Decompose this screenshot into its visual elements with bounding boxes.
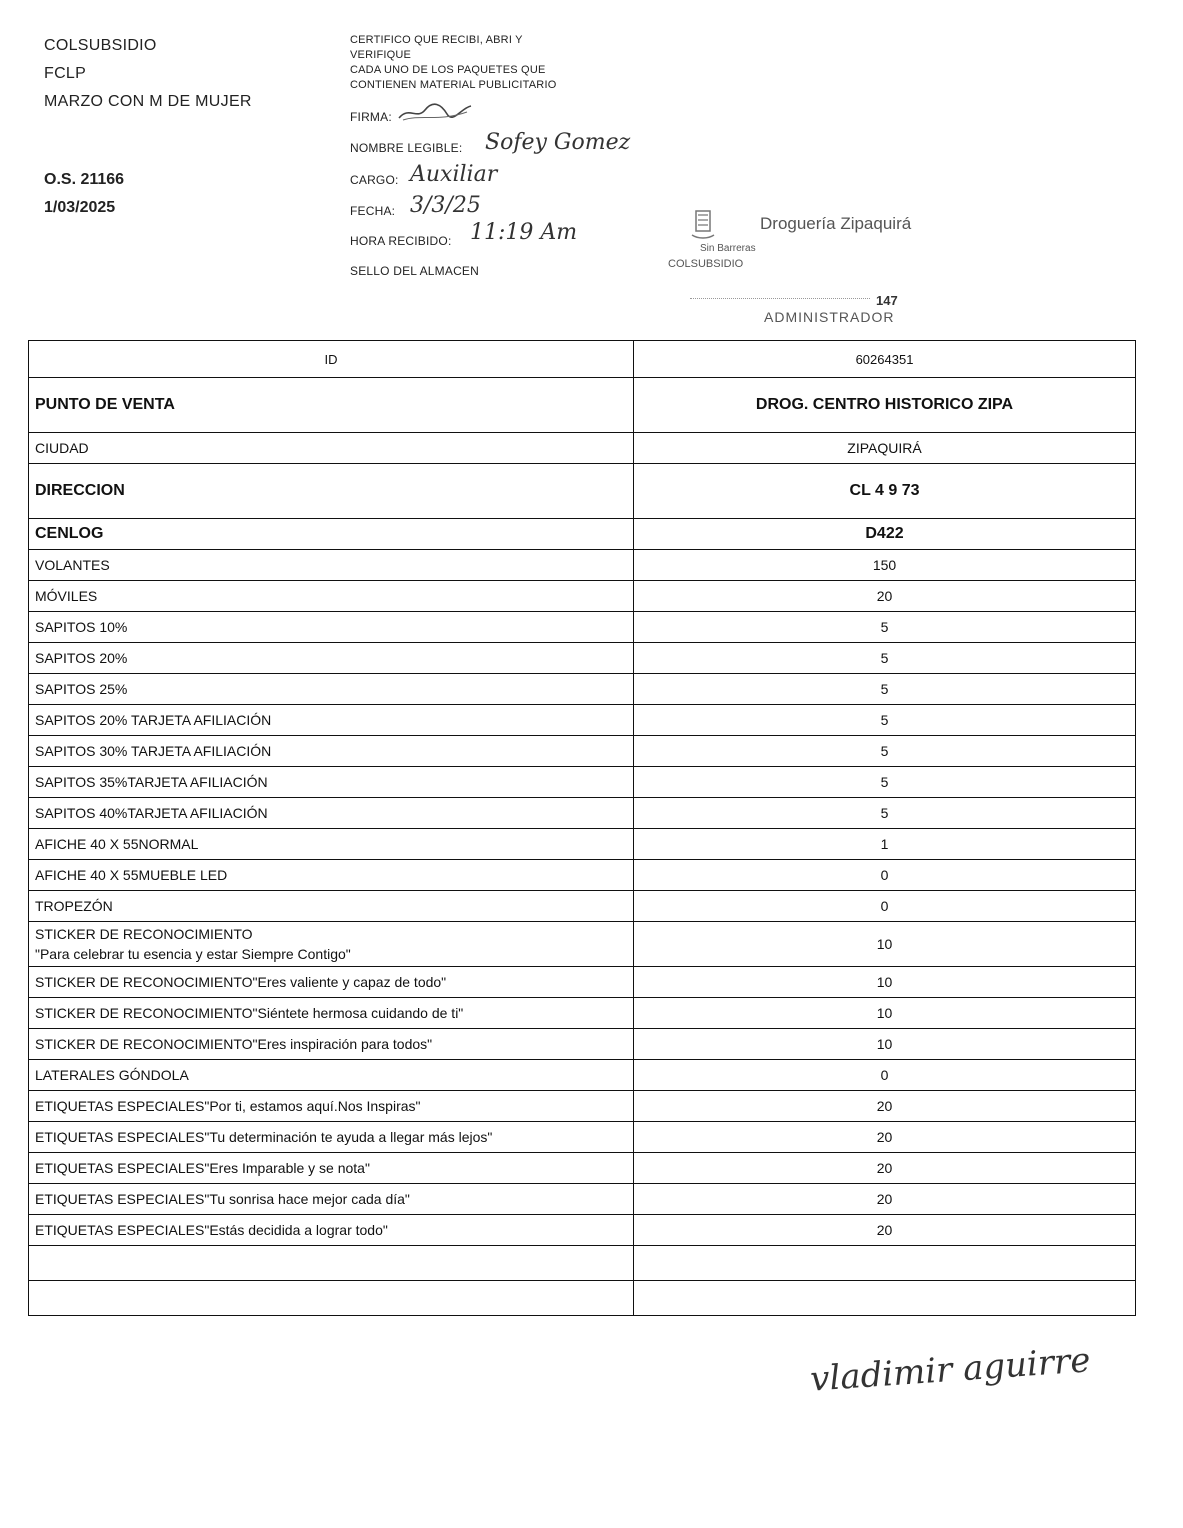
row-value: 10: [634, 967, 1136, 998]
stamp-line-mark: [690, 298, 870, 299]
table-row: [29, 519, 1136, 550]
cargo-value: Auxiliar: [410, 162, 498, 187]
cargo-label: CARGO:: [350, 173, 399, 187]
table-row: [29, 1122, 1136, 1153]
table-row: [29, 612, 1136, 643]
row-label-text: ETIQUETAS ESPECIALES"Por ti, estamos aquí.Nos Inspiras": [35, 1098, 421, 1114]
sello-label: SELLO DEL ALMACEN: [350, 264, 480, 278]
row-value: 5: [634, 736, 1136, 767]
row-label: [29, 736, 634, 767]
table-row: [29, 433, 1136, 464]
stamp-line-2: COLSUBSIDIO: [668, 258, 744, 270]
cert-line-2: VERIFIQUE: [350, 49, 412, 61]
table-row: [29, 967, 1136, 998]
table-row: [29, 767, 1136, 798]
table-row: [29, 860, 1136, 891]
row-label: [29, 967, 634, 998]
order-block: [44, 166, 124, 222]
row-label: [29, 1060, 634, 1091]
company-name: COLSUBSIDIO: [44, 37, 157, 54]
row-label: [29, 860, 634, 891]
firma-signature: [395, 100, 475, 124]
row-label-text: AFICHE 40 X 55NORMAL: [35, 836, 199, 852]
row-value: DROG. CENTRO HISTORICO ZIPA: [634, 378, 1136, 433]
fecha-label: FECHA:: [350, 204, 396, 218]
table-row: [29, 798, 1136, 829]
row-value: 0: [634, 891, 1136, 922]
row-label: [29, 829, 634, 860]
table-row: [29, 1215, 1136, 1246]
row-label-text: ETIQUETAS ESPECIALES"Tu sonrisa hace mejor cada día": [35, 1191, 410, 1207]
company-code: FCLP: [44, 65, 87, 82]
table-row: [29, 998, 1136, 1029]
row-label-text: LATERALES GÓNDOLA: [35, 1067, 189, 1083]
row-label-text: ETIQUETAS ESPECIALES"Eres Imparable y se nota": [35, 1160, 370, 1176]
row-label-text: MÓVILES: [35, 588, 98, 604]
row-label-text: SAPITOS 10%: [35, 619, 128, 635]
order-date: 1/03/2025: [44, 199, 116, 216]
row-label-text: SAPITOS 35%TARJETA AFILIACIÓN: [35, 774, 268, 790]
row-value: 5: [634, 643, 1136, 674]
row-value: 20: [634, 1184, 1136, 1215]
row-label: [29, 798, 634, 829]
row-value: ZIPAQUIRÁ: [634, 433, 1136, 464]
table-row: [29, 581, 1136, 612]
row-value: 5: [634, 705, 1136, 736]
stamp-logo-icon: [686, 205, 720, 245]
empty-cell: [29, 1246, 634, 1281]
row-value: 0: [634, 1060, 1136, 1091]
cert-line-3: CADA UNO DE LOS PAQUETES QUE: [350, 64, 546, 76]
row-label: [29, 550, 634, 581]
row-label-text: DIRECCION: [35, 482, 125, 499]
row-value: 20: [634, 1215, 1136, 1246]
row-value: D422: [634, 519, 1136, 550]
cert-line-4: CONTIENEN MATERIAL PUBLICITARIO: [350, 79, 557, 91]
row-label: [29, 1153, 634, 1184]
table-row: [29, 464, 1136, 519]
nombre-label: NOMBRE LEGIBLE:: [350, 141, 463, 155]
row-label-text: ETIQUETAS ESPECIALES"Estás decidida a lograr todo": [35, 1222, 388, 1238]
row-label: [29, 891, 634, 922]
row-label-text: PUNTO DE VENTA: [35, 396, 175, 413]
row-value: 20: [634, 581, 1136, 612]
row-value: 10: [634, 1029, 1136, 1060]
row-label-text: SAPITOS 20% TARJETA AFILIACIÓN: [35, 712, 272, 728]
row-label: [29, 464, 634, 519]
row-label: [29, 433, 634, 464]
empty-cell: [29, 1281, 634, 1316]
row-label: [29, 581, 634, 612]
id-value: 60264351: [634, 341, 1136, 378]
row-label-text: SAPITOS 20%: [35, 650, 128, 666]
table-empty-row: [29, 1281, 1136, 1316]
hora-value: 11:19 Am: [470, 220, 578, 245]
order-number: O.S. 21166: [44, 171, 125, 188]
table-row: [29, 891, 1136, 922]
row-value: 5: [634, 798, 1136, 829]
row-label-text: SAPITOS 40%TARJETA AFILIACIÓN: [35, 805, 268, 821]
row-label: [29, 1215, 634, 1246]
row-label: [29, 922, 634, 967]
id-label: ID: [29, 341, 634, 378]
table-row: [29, 1153, 1136, 1184]
row-value: CL 4 9 73: [634, 464, 1136, 519]
row-label: [29, 643, 634, 674]
row-label-text: SAPITOS 30% TARJETA AFILIACIÓN: [35, 743, 272, 759]
row-label: [29, 1029, 634, 1060]
row-label-text: SAPITOS 25%: [35, 681, 128, 697]
table-row: [29, 922, 1136, 967]
row-label-text: ETIQUETAS ESPECIALES"Tu determinación te ayuda a llegar más lejos": [35, 1129, 493, 1145]
material-table: [28, 340, 1136, 1316]
firma-label: FIRMA:: [350, 110, 392, 124]
row-value: 150: [634, 550, 1136, 581]
row-label: [29, 1122, 634, 1153]
row-label: [29, 1184, 634, 1215]
header-company-block: [44, 32, 252, 116]
cert-line-1: CERTIFICO QUE RECIBI, ABRI Y: [350, 34, 523, 46]
table-row: [29, 705, 1136, 736]
row-label-text: AFICHE 40 X 55MUEBLE LED: [35, 867, 228, 883]
row-label-text: CIUDAD: [35, 440, 89, 456]
fecha-value: 3/3/25: [410, 193, 481, 218]
row-value: 10: [634, 922, 1136, 967]
row-label-text: STICKER DE RECONOCIMIENTO"Siéntete hermosa cuidando de ti": [35, 1005, 464, 1021]
stamp-number: 147: [876, 293, 898, 308]
hora-label: HORA RECIBIDO:: [350, 234, 452, 248]
row-label: [29, 998, 634, 1029]
row-label: [29, 705, 634, 736]
empty-cell: [634, 1281, 1136, 1316]
row-value: 20: [634, 1122, 1136, 1153]
row-value: 1: [634, 829, 1136, 860]
table-row: [29, 1060, 1136, 1091]
table-empty-row: [29, 1246, 1136, 1281]
row-value: 10: [634, 998, 1136, 1029]
row-label-text: STICKER DE RECONOCIMIENTO"Eres inspiración para todos": [35, 1036, 433, 1052]
row-label-text: VOLANTES: [35, 557, 110, 573]
nombre-value: Sofey Gomez: [485, 130, 631, 155]
table-row: [29, 736, 1136, 767]
row-value: 5: [634, 612, 1136, 643]
row-label: [29, 378, 634, 433]
row-label-text: STICKER DE RECONOCIMIENTO"Eres valiente y capaz de todo": [35, 974, 447, 990]
row-label-text: TROPEZÓN: [35, 898, 113, 914]
table-row: [29, 378, 1136, 433]
empty-cell: [634, 1246, 1136, 1281]
row-label: [29, 612, 634, 643]
table-row: [29, 643, 1136, 674]
row-label-text-line2: "Para celebrar tu esencia y estar Siempre Contigo": [35, 946, 351, 962]
table-header-row: [29, 341, 1136, 378]
campaign-name: MARZO CON M DE MUJER: [44, 93, 252, 110]
footer-signature: vladimir aguirre: [808, 1340, 1092, 1400]
row-label: [29, 767, 634, 798]
row-value: 5: [634, 674, 1136, 705]
row-value: 20: [634, 1091, 1136, 1122]
table-row: [29, 1184, 1136, 1215]
row-value: 0: [634, 860, 1136, 891]
table-row: [29, 674, 1136, 705]
row-label: [29, 519, 634, 550]
row-value: 20: [634, 1153, 1136, 1184]
stamp-footer: ADMINISTRADOR: [764, 309, 895, 325]
row-label: [29, 674, 634, 705]
row-label-text: STICKER DE RECONOCIMIENTO: [35, 926, 253, 942]
table-row: [29, 1091, 1136, 1122]
stamp-line-1: Sin Barreras: [700, 243, 756, 254]
row-label-text: CENLOG: [35, 525, 104, 542]
table-row: [29, 829, 1136, 860]
table-row: [29, 1029, 1136, 1060]
table-row: [29, 550, 1136, 581]
stamp-store-name: Droguería Zipaquirá: [760, 214, 912, 233]
certification-text: [350, 33, 556, 93]
row-value: 5: [634, 767, 1136, 798]
row-label: [29, 1091, 634, 1122]
